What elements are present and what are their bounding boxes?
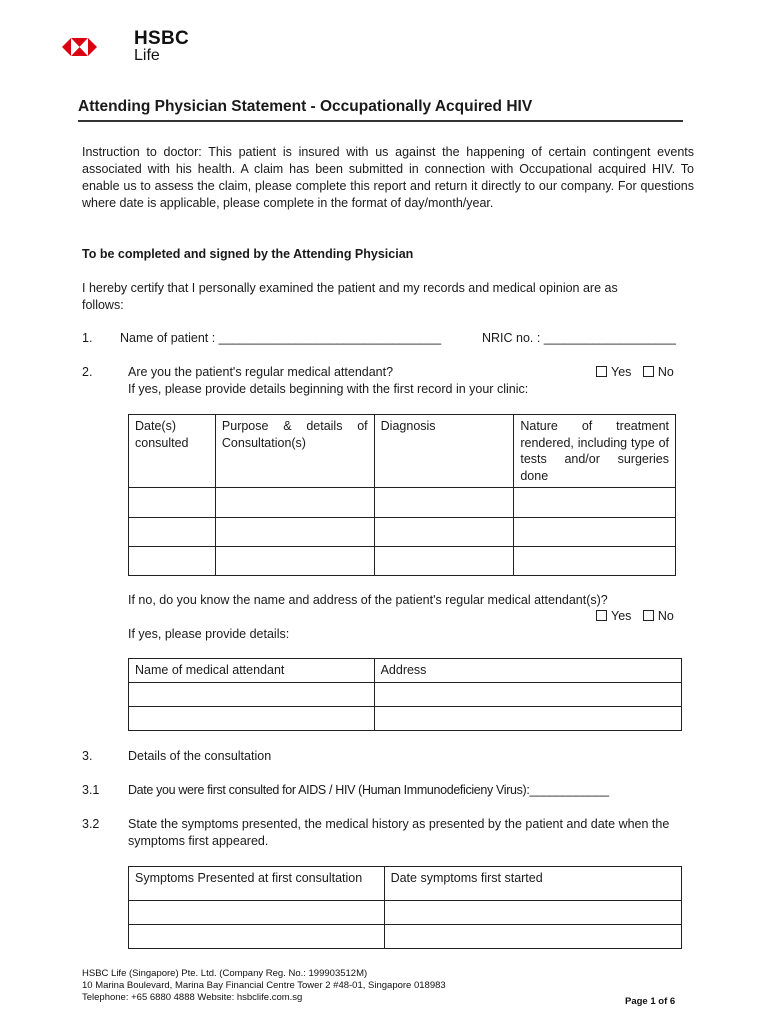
table-cell[interactable] <box>129 488 216 518</box>
q1-number: 1. <box>82 331 93 345</box>
q32-text: State the symptoms presented, the medical history as presented by the patient and date when the symptoms first appeared. <box>128 817 670 848</box>
yes-checkbox[interactable] <box>596 366 607 377</box>
table-cell[interactable] <box>129 518 216 547</box>
q3-number: 3. <box>82 749 93 763</box>
first-consult-date-field[interactable]: Date you were first consulted for AIDS / HIV (Human Immunodeficieny Virus):____________ <box>128 783 609 797</box>
table-cell[interactable] <box>129 707 375 731</box>
table-cell[interactable] <box>374 683 681 707</box>
table-cell[interactable] <box>374 518 514 547</box>
table-cell[interactable] <box>384 901 681 925</box>
table-cell[interactable] <box>215 518 374 547</box>
q2-question: Are you the patient's regular medical attendant? <box>128 365 394 379</box>
brand-sub: Life <box>134 47 160 64</box>
section-heading: To be completed and signed by the Attending Physician <box>82 247 414 261</box>
table-cell[interactable] <box>129 901 385 925</box>
instruction-text: Instruction to doctor: This patient is insured with us against the happening of certain contingent events associated with his health. A claim has been submitted in connection with Occupational acquired HIV. To enable us to assess the claim, please complete this report and return it directly to our company. For questions where date is applicable, please complete in the format of day/month/year. <box>82 145 694 210</box>
table-cell[interactable] <box>215 488 374 518</box>
table-row <box>129 488 676 518</box>
brand-name: HSBC <box>134 28 190 49</box>
q31-number: 3.1 <box>82 783 100 797</box>
yes-label: Yes <box>611 609 632 623</box>
table-cell[interactable] <box>215 547 374 576</box>
no-checkbox[interactable] <box>643 366 654 377</box>
table-cell[interactable] <box>374 547 514 576</box>
table-cell[interactable] <box>374 707 681 731</box>
q3-text: Details of the consultation <box>128 749 272 763</box>
q2-options-2 <box>596 608 674 625</box>
table-cell[interactable] <box>129 683 375 707</box>
table-header-date-started: Date symptoms first started <box>384 867 681 901</box>
q2-options <box>596 364 674 381</box>
no-checkbox[interactable] <box>643 610 654 621</box>
q32-number: 3.2 <box>82 817 100 831</box>
consultation-table <box>128 414 676 576</box>
table-header-address: Address <box>374 659 681 683</box>
table-cell[interactable] <box>384 925 681 949</box>
table-cell[interactable] <box>514 547 676 576</box>
table-header-purpose: Purpose & details of Consultation(s) <box>215 415 374 488</box>
table-header-symptoms: Symptoms Presented at first consultation <box>129 867 385 901</box>
table-header-dates: Date(s) consulted <box>129 415 216 488</box>
table-cell[interactable] <box>514 488 676 518</box>
table-cell[interactable] <box>129 925 385 949</box>
table-cell[interactable] <box>374 488 514 518</box>
table-row <box>129 707 682 731</box>
nric-field[interactable]: NRIC no. : ___________________ <box>482 331 676 345</box>
title-divider <box>78 120 683 122</box>
table-row <box>129 683 682 707</box>
table-row <box>129 901 682 925</box>
footer-company: HSBC Life (Singapore) Pte. Ltd. (Company Reg. No.: 199903512M) <box>82 968 368 979</box>
q2-ifyes-text: If yes, please provide details beginning with the first record in your clinic: <box>128 382 529 396</box>
footer-contact: Telephone: +65 6880 4888 Website: hsbclife.com.sg <box>82 992 303 1003</box>
table-header-treatment: Nature of treatment rendered, including type of tests and/or surgeries done <box>514 415 676 488</box>
q2-number: 2. <box>82 365 93 379</box>
attendant-table <box>128 658 682 731</box>
footer-address: 10 Marina Boulevard, Marina Bay Financial Centre Tower 2 #48-01, Singapore 018983 <box>82 980 446 991</box>
symptoms-table <box>128 866 682 949</box>
page-title: Attending Physician Statement - Occupationally Acquired HIV <box>78 98 533 115</box>
certify-text: I hereby certify that I personally examined the patient and my records and medical opinion are as follows: <box>82 281 618 312</box>
table-row <box>129 925 682 949</box>
table-row <box>129 518 676 547</box>
no-label: No <box>657 609 674 623</box>
no-label: No <box>657 365 674 379</box>
table-header-diagnosis: Diagnosis <box>374 415 514 488</box>
hsbc-hexagon-logo <box>62 30 132 66</box>
q2-ifno-text: If no, do you know the name and address of the patient's regular medical attendant(s)? <box>128 593 608 607</box>
table-cell[interactable] <box>514 518 676 547</box>
yes-checkbox[interactable] <box>596 610 607 621</box>
page-number: Page 1 of 6 <box>625 996 676 1007</box>
table-row <box>129 547 676 576</box>
q2-ifyes2-text: If yes, please provide details: <box>128 627 290 641</box>
patient-name-field[interactable]: Name of patient : ________________________________ <box>120 331 442 345</box>
table-header-attendant: Name of medical attendant <box>129 659 375 683</box>
table-cell[interactable] <box>129 547 216 576</box>
yes-label: Yes <box>611 365 632 379</box>
